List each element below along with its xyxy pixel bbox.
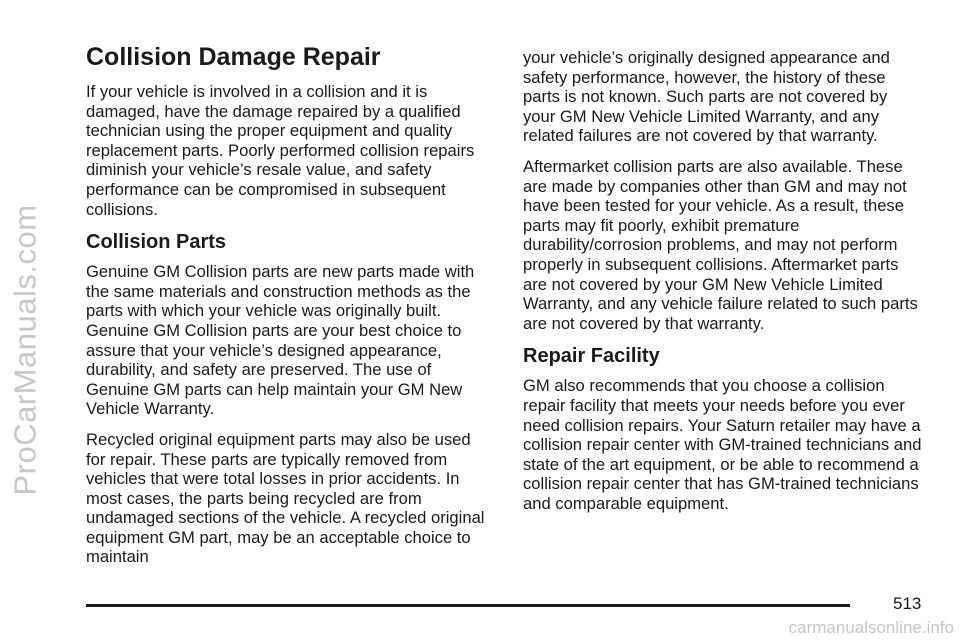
recycled-parts-continued-paragraph: your vehicle’s originally designed appearance and safety performance, however, the history of these parts is not known. Such parts are not covered by your GM New Vehicle Limited Warranty, and any related failures are not covered by that warranty. xyxy=(523,48,890,146)
page-number: 513 xyxy=(893,594,922,613)
right-column xyxy=(523,48,923,524)
recycled-parts-paragraph: Recycled original equipment parts may also be used for repair. These parts are typically removed from vehicles that were total losses in prior accidents. In most cases, the parts being recycled are from undamaged sections of the vehicle. A recycled original equipment GM part, may be an acceptable choice to maintain xyxy=(86,429,485,567)
page-title: Collision Damage Repair xyxy=(86,43,381,71)
repair-facility-heading: Repair Facility xyxy=(523,345,660,368)
genuine-parts-paragraph: Genuine GM Collision parts are new parts made with the same materials and construction methods as the parts with which your vehicle was originally built. Genuine GM Collision parts are your best choice to assure that your vehicle’s designed appearance, durability, and safety are preserved. The use of Genuine GM parts can help maintain your GM New Vehicle Warranty. xyxy=(86,262,475,419)
side-watermark xyxy=(6,80,46,620)
collision-parts-heading: Collision Parts xyxy=(86,231,227,254)
aftermarket-parts-paragraph: Aftermarket collision parts are also available. These are made by companies other than GM and may not have been tested for your vehicle. As a result, these parts may fit poorly, exhibit premature durability/corrosion problems, and may not perform properly in subsequent collisions. Aftermarket parts are not covered by your GM New Vehicle Limited Warranty, and any vehicle failure related to such parts are not covered by that warranty. xyxy=(523,156,918,333)
left-column xyxy=(86,42,486,578)
footer-rule xyxy=(86,604,850,607)
intro-paragraph: If your vehicle is involved in a collision and it is damaged, have the damage repaired by a qualified technician using the proper equipment and quality replacement parts. Poorly performed collision repairs diminish your vehicle’s resale value, and safety performance can be compromised in subsequent collisions. xyxy=(86,82,475,219)
repair-facility-paragraph: GM also recommends that you choose a collision repair facility that meets your needs before you ever need collision repairs. Your Saturn retailer may have a collision repair center with GM-trained technicians and state of the art equipment, or be able to recommend a collision repair center that has GM-trained technicians and comparable equipment. xyxy=(523,376,922,513)
bottom-watermark: carmanualsonline.info xyxy=(788,618,954,637)
side-watermark-text: ProCarManuals.com xyxy=(8,204,44,496)
